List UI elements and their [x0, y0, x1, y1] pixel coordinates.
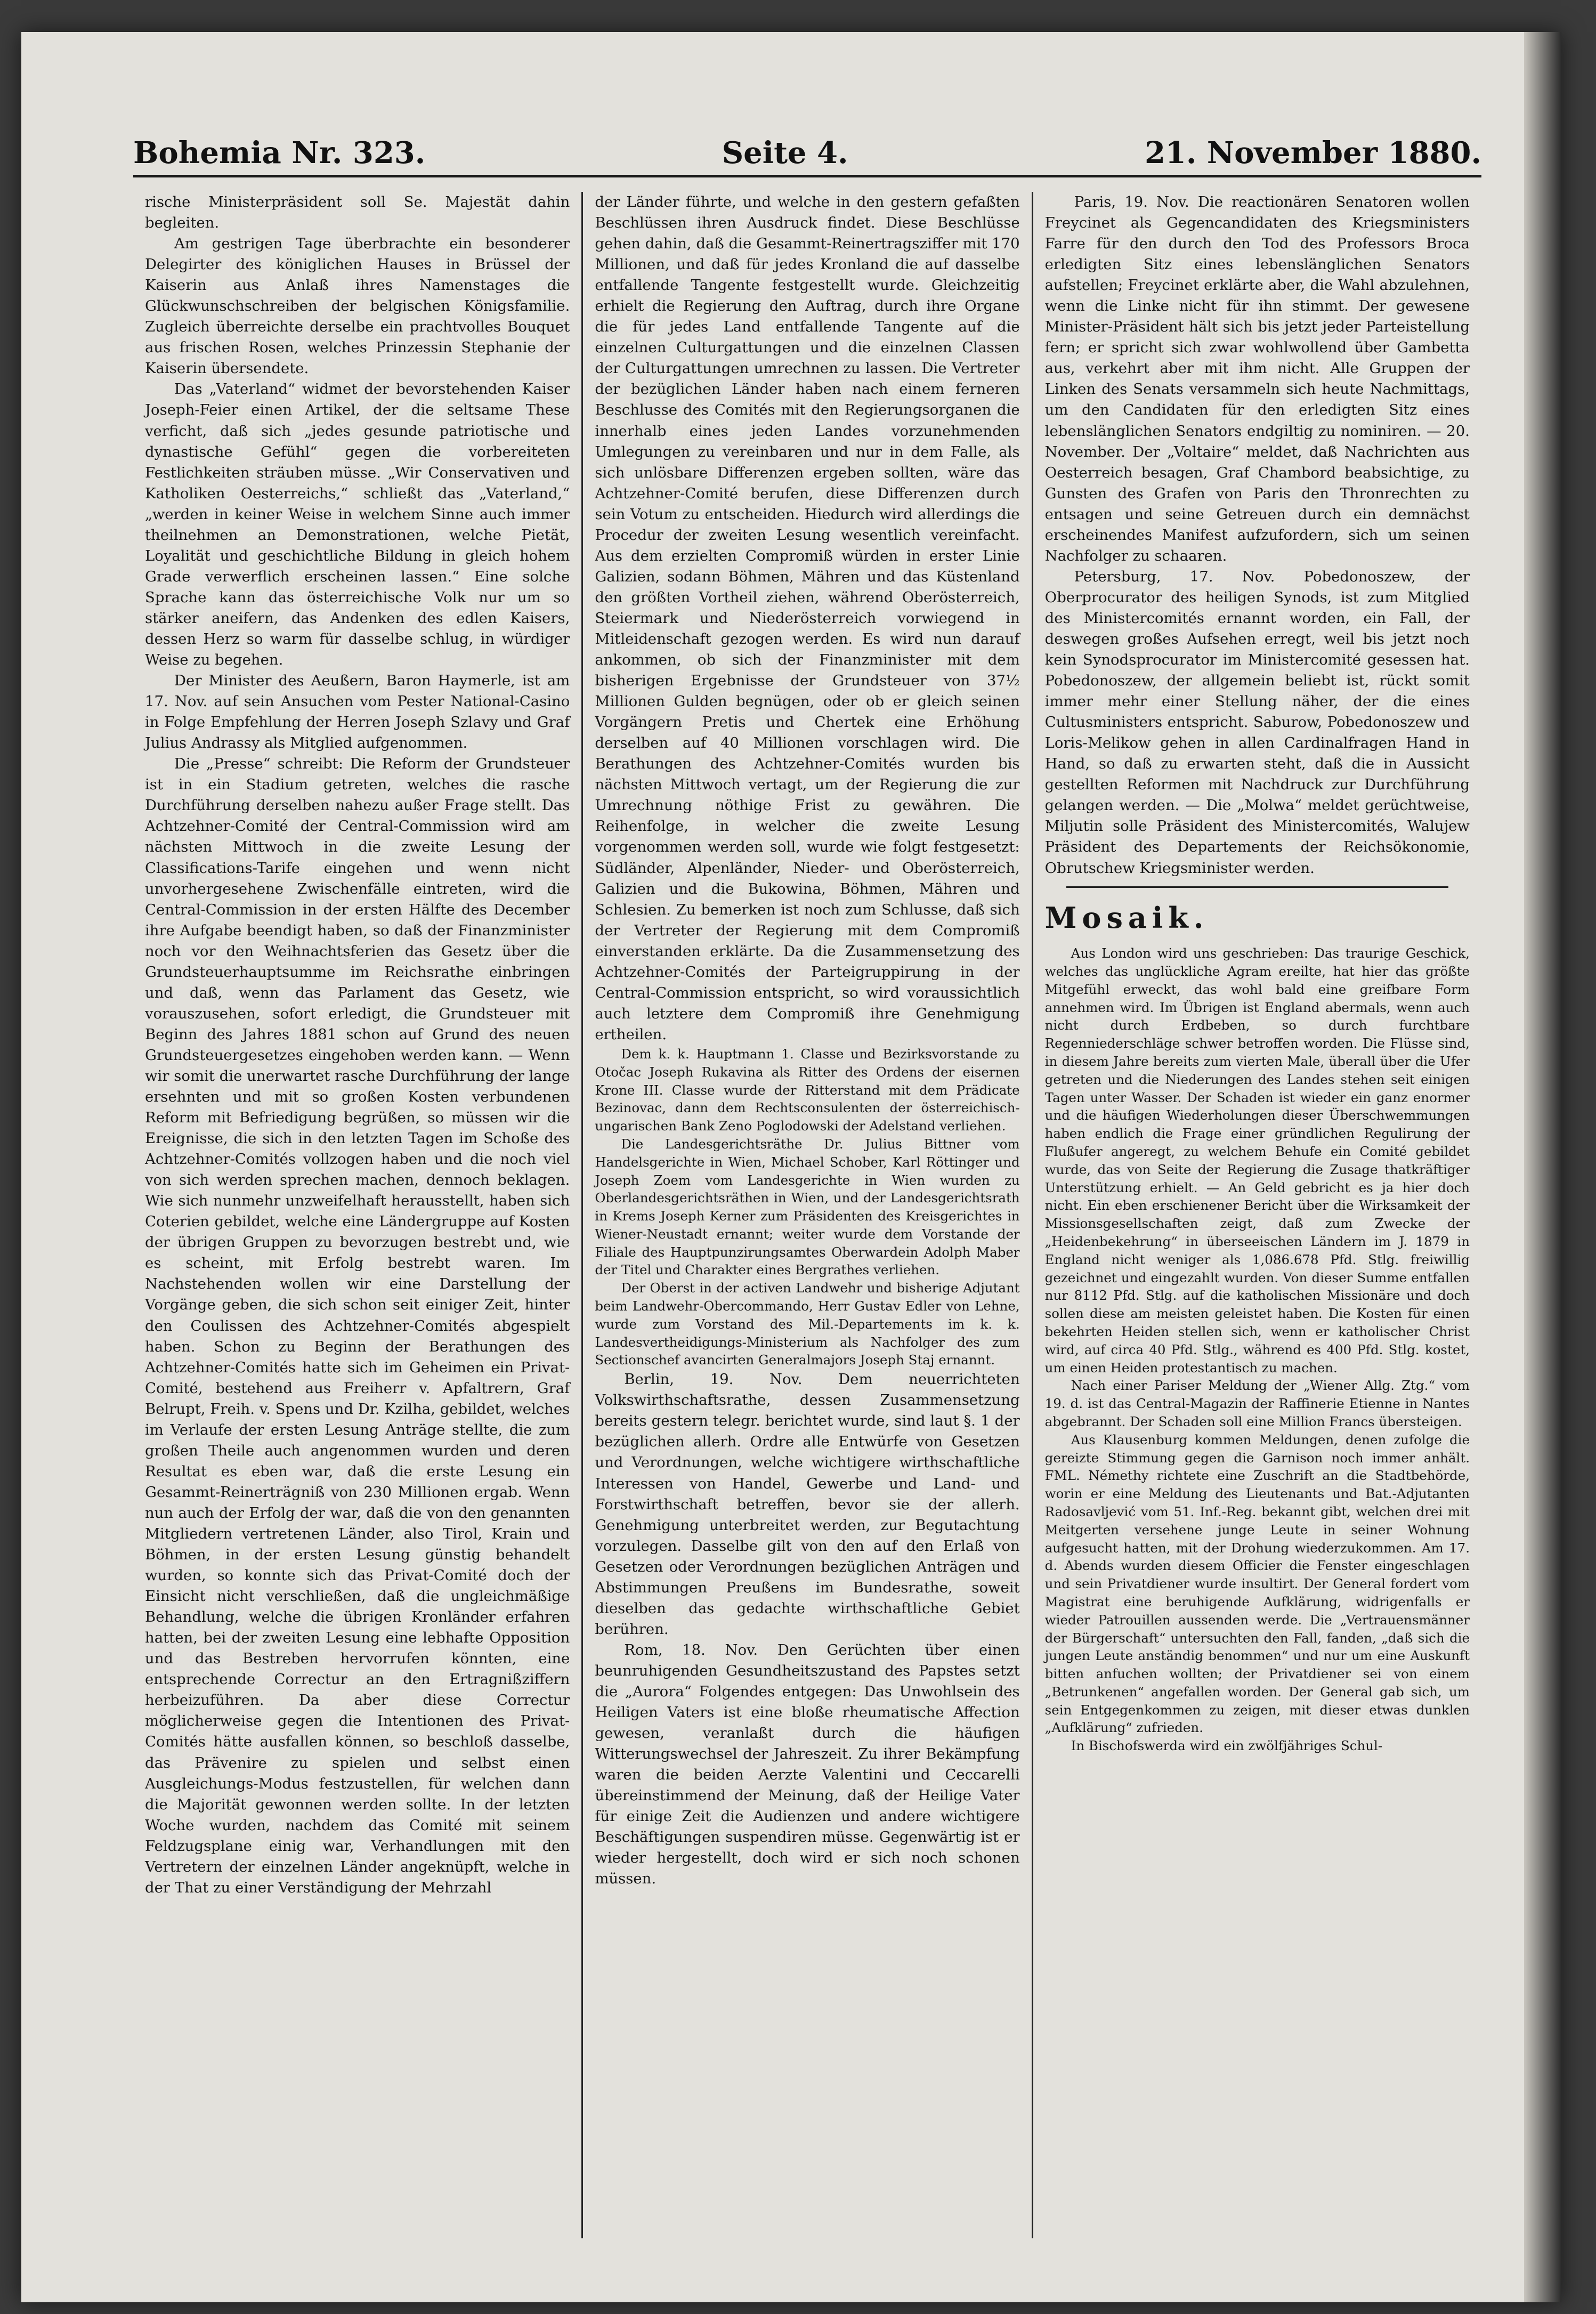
- paragraph: Der Oberst in der activen Landwehr und bisherige Adjutant beim Landwehr-Obercommando, Herr Gustav Edler von Lehne, wurde zum Vorstand des Mil.-Departements im k. k. Landesvertheidigungs-Ministerium als Nachfolger des zum Sectionschef avancirten Generalmajors Joseph Staj ernannt.: [595, 1280, 1020, 1368]
- paragraph: Rom, 18. Nov. Den Gerüchten über einen beunruhigenden Gesundheitszustand des Papstes setzt die „Aurora“ Folgendes entgegen: Das Unwohlsein des Heiligen Vaters ist eine bloße rheumatische Affection gewesen, veranlaßt durch die häufigen Witterungswechsel der Jahreszeit. Zu ihrer Bekämpfung waren die beiden Aerzte Valentini und Ceccarelli übereinstimmend der Meinung, daß der Heilige Vater für einige Zeit die Audienzen und andere wichtigere Beschäftigungen suspendiren müsse. Gegenwärtig ist er wieder hergestellt, doch wird er sich noch schonen müssen.: [595, 1641, 1020, 1888]
- paragraph: Die „Presse“ schreibt: Die Reform der Grundsteuer ist in ein Stadium getreten, welches die rasche Durchführung derselben nahezu außer Frage stellt. Das Achtzehner-Comité der Central-Commission wird am nächsten Mittwoch in die zweite Lesung der Classifications-Tarife eingehen und wenn nicht unvorhergesehene Zwischenfälle eintreten, wird die Central-Commission in der ersten Hälfte des December ihre Aufgabe beendigt haben, so daß der Finanzminister noch vor den Weihnachtsferien das Gesetz über die Grundsteuerhauptsumme im Reichsrathe einbringen und daß, wenn das Parlament das Gesetz, wie vorauszusehen, sofort erledigt, die Grundsteuer mit Beginn des Jahres 1881 schon auf Grund des neuen Grundsteuergesetzes eingehoben werden kann. — Wenn wir somit die unerwartet rasche Durchführung der lange ersehnten und mit so großen Kosten verbundenen Reform mit Befriedigung begrüßen, so müssen wir die Ereignisse, die sich in den letzten Tagen im Schoße des Achtzehner-Comités vollzogen haben und die noch viel von sich werden sprechen machen, dennoch beklagen. Wie sich nunmehr unzweifelhaft herausstellt, haben sich Coterien gebildet, welche eine Ländergruppe auf Kosten der übrigen Gruppen zu bevorzugen bestrebt und, wie es scheint, mit Erfolg bestrebt waren. Im Nachstehenden wollen wir eine Darstellung der Vorgänge geben, die sich schon seit einiger Zeit, hinter den Coulissen des Achtzehner-Comités abgespielt haben. Schon zu Beginn der Berathungen des Achtzehner-Comités hatte sich im Geheimen ein Privat-Comité, bestehend aus Freiherr v. Apfaltrern, Graf Belrupt, Freih. v. Spens und Dr. Kzilha, gebildet, welches im Verlaufe der ersten Lesung Anträge stellte, die zum großen Theile auch angenommen wurden und deren Resultat es eben war, daß die erste Lesung ein Gesammt-Reinerträgniß von 230 Millionen ergab. Wenn nun auch der Erfolg der war, daß die von den genannten Mitgliedern vertretenen Länder, also Tirol, Krain und Böhmen, in der ersten Lesung günstig behandelt wurden, so konnte sich das Privat-Comité doch der Einsicht nicht verschließen, daß die ungleichmäßige Behandlung, welche die übrigen Kronländer erfahren hatten, bei der zweiten Lesung eine lebhafte Opposition und das Bestreben hervorrufen könnten, eine entsprechende Correctur an den Ertragnißziffern herbeizuführen. Da aber diese Correctur möglicherweise gegen die Intentionen des Privat-Comités hätte ausfallen können, so beschloß dasselbe, das Prävenire zu spielen und selbst einen Ausgleichungs-Modus festzustellen, für welchen dann die Majorität gewonnen werden sollte. In der letzten Woche wurden, nachdem das Comité mit seinem Feldzugsplane einig war, Verhandlungen mit den Vertretern der einzelnen Länder angeknüpft, welche in der That zu einer Verständigung der Mehrzahl: [145, 755, 570, 1896]
- section-title-mosaik: Mosaik.: [1044, 900, 1209, 935]
- header-publication: Bohemia Nr. 323.: [133, 135, 426, 171]
- paragraph: Aus London wird uns geschrieben: Das traurige Geschick, welches das unglückliche Agram ereilte, hat hier das größte Mitgefühl erweckt, das wohl bald eine greifbare Form annehmen wird. Im Übrigen ist England abermals, wenn auch nicht durch Erdbeben, so durch furchtbare Regenniederschläge schwer betroffen worden. Die Flüsse sind, in diesem Jahre bereits zum vierten Male, überall über die Ufer getreten und die Niederungen des Landes stehen seit einigen Tagen unter Wasser. Der Schaden ist wieder ein ganz enormer und die häufigen Wiederholungen dieser Überschwemmungen haben endlich die Frage einer gründlichen Regulirung der Flußufer angeregt, zu welchem Behufe ein Comité gebildet wurde, das von Seite der Regierung die Zusage thatkräftiger Unterstützung erhielt. — An Geld gebricht es ja hier doch nicht. Ein eben erschienener Bericht über die Wirksamkeit der Missionsgesellschaften zeigt, daß zum Zwecke der „Heidenbekehrung“ in überseeischen Ländern im J. 1879 in England nicht weniger als 1,086.678 Pfd. Stlg. freiwillig gezeichnet und eingezahlt wurden. Von dieser Summe entfallen nur 8112 Pfd. Stlg. auf die katholischen Missionäre und doch sollen diese am meisten geleistet haben. Die Kosten für einen bekehrten Heiden stellen sich, wenn er katholischer Christ wird, auf circa 40 Pfd. Stlg., während es 400 Pfd. Stlg. kostet, um einen Heiden protestantisch zu machen.: [1044, 945, 1470, 1376]
- header-date: 21. November 1880.: [1144, 135, 1481, 171]
- column-3: [1032, 192, 1481, 2238]
- paragraph: Nach einer Pariser Meldung der „Wiener Allg. Ztg.“ vom 19. d. ist das Central-Magazin der Raffinerie Etienne in Nantes abgebrannt. Der Schaden soll eine Million Francs übersteigen.: [1044, 1378, 1470, 1429]
- paragraph: Die Landesgerichtsräthe Dr. Julius Bittner vom Handelsgerichte in Wien, Michael Schober, Karl Röttinger und Joseph Zoem vom Landesgerichte in Wien wurden zu Oberlandesgerichtsräthen in Wien, und der Landesgerichtsrath in Krems Joseph Kerner zum Präsidenten des Kreisgerichtes in Wiener-Neustadt ernannt; weiter wurde dem Vorstande der Filiale des Hauptpunzirungsamtes Oberwardein Adolph Maber der Titel und Charakter eines Bergrathes verliehen.: [595, 1136, 1020, 1278]
- page-header: [133, 123, 1481, 177]
- page-edge-shadow: [1524, 32, 1561, 2302]
- paragraph: Das „Vaterland“ widmet der bevorstehenden Kaiser Joseph-Feier einen Artikel, der die seltsame These verficht, daß sich „jedes gesunde patriotische und dynastische Gefühl“ gegen die vorbereiteten Festlichkeiten sträuben müsse. „Wir Conservativen und Katholiken Oesterreichs,“ schließt das „Vaterland,“ „werden in keiner Weise in welchem Sinne auch immer theilnehmen an Demonstrationen, welche Pietät, Loyalität und geschichtliche Bildung in gleich hohem Grade verwerflich erscheinen lassen.“ Eine solche Sprache kann das österreichische Volk nur um so stärker aneifern, das Andenken des edlen Kaisers, dessen Herz so warm für dasselbe schlug, in würdiger Weise zu begehen.: [145, 381, 570, 669]
- paragraph: Berlin, 19. Nov. Dem neuerrichteten Volkswirthschaftsrathe, dessen Zusammensetzung bereits gestern telegr. berichtet wurde, sind laut §. 1 der bezüglichen allerh. Ordre alle Entwürfe von Gesetzen und Verordnungen, welche wichtigere wirthschaftliche Interessen von Handel, Gewerbe und Land- und Forstwirthschaft betreffen, bevor sie der allerh. Genehmigung unterbreitet werden, zur Begutachtung vorzulegen. Dasselbe gilt von den auf den Erlaß von Gesetzen oder Verordnungen bezüglichen Anträgen und Abstimmungen Preußens im Bundesrathe, soweit dieselben das gedachte wirthschaftliche Gebiet berühren.: [595, 1371, 1020, 1638]
- column-2: [581, 192, 1031, 2238]
- header-page-number: Seite 4.: [722, 135, 848, 171]
- paragraph: rische Ministerpräsident soll Se. Majestät dahin begleiten.: [145, 193, 570, 232]
- section-divider: [1066, 886, 1448, 888]
- newspaper-page: [21, 32, 1561, 2302]
- paragraph: der Länder führte, und welche in den gestern gefaßten Beschlüssen ihren Ausdruck findet. Diese Beschlüsse gehen dahin, daß die Gesammt-Reinertragsziffer mit 170 Millionen, und daß für jedes Kronland die auf dasselbe entfallende Tangente festgestellt wurde. Gleichzeitig erhielt die Regierung den Auftrag, durch ihre Organe die für jedes Land entfallende Tangente auf die einzelnen Culturgattungen und die einzelnen Classen der Culturgattungen umrechnen zu lassen. Die Vertreter der bezüglichen Länder haben nach einem ferneren Beschlusse des Comités mit den Regierungsorganen die innerhalb eines jeden Landes vorzunehmenden Umlegungen zu vereinbaren und nur in dem Falle, als sich unlösbare Differenzen ergeben sollten, wäre das Achtzehner-Comité berufen, diese Differenzen durch sein Votum zu entscheiden. Hiedurch wird allerdings die Procedur der zweiten Lesung wesentlich vereinfacht. Aus dem erzielten Compromiß würden in erster Linie Galizien, sodann Böhmen, Mähren und das Küstenland den größten Vortheil ziehen, während Oberösterreich, Steiermark und Niederösterreich vorwiegend in Mitleidenschaft gezogen werden. Es wird nun darauf ankommen, ob sich der Finanzminister mit dem bisherigen Ergebnisse der Grundsteuer von 37½ Millionen Gulden begnügen, oder ob er gleich seinen Vorgängern Pretis und Chertek eine Erhöhung derselben auf 40 Millionen vorschlagen wird. Die Berathungen des Achtzehner-Comités wurden bis nächsten Mittwoch vertagt, um der Regierung die zur Umrechnung nöthige Frist zu gewähren. Die Reihenfolge, in welcher die zweite Lesung vorgenommen werden soll, wurde wie folgt festgesetzt: Südländer, Alpenländer, Nieder- und Oberösterreich, Galizien und die Bukowina, Böhmen, Mähren und Schlesien. Zu bemerken ist noch zum Schlusse, daß sich der Vertreter der Regierung mit dem Compromiß einverstanden erklärte. Da die Zusammensetzung des Achtzehner-Comités der Parteigruppirung in der Central-Commission entspricht, so wird voraussichtlich auch letztere dem Compromiß ihre Genehmigung ertheilen.: [595, 193, 1020, 1043]
- paragraph: Paris, 19. Nov. Die reactionären Senatoren wollen Freycinet als Gegencandidaten des Kriegsministers Farre für den durch den Tod des Professors Broca erledigten Sitz eines lebenslänglichen Senators aufstellen; Freycinet erklärte aber, die Wahl abzulehnen, wenn die Linke nicht für ihn stimmt. Der gewesene Minister-Präsident hält sich bis jetzt jeder Parteistellung fern; er spricht sich zwar wohlwollend über Gambetta aus, verkehrt aber mit ihm nicht. Alle Gruppen der Linken des Senats versammeln sich heute Nachmittags, um den Candidaten für den erledigten Sitz eines lebenslänglichen Senators endgiltig zu nominiren. — 20. November. Der „Voltaire“ meldet, daß Nachrichten aus Oesterreich besagen, Graf Chambord beabsichtige, zu Gunsten des Grafen von Paris den Thronrechten zu entsagen und seine Getreuen durch ein demnächst erscheinendes Manifest aufzufordern, sich um seinen Nachfolger zu schaaren.: [1044, 193, 1470, 564]
- paragraph: In Bischofswerda wird ein zwölfjähriges Schul-: [1071, 1738, 1383, 1754]
- text-columns: [133, 192, 1481, 2238]
- paragraph: Der Minister des Aeußern, Baron Haymerle, ist am 17. Nov. auf sein Ansuchen vom Pester National-Casino in Folge Empfehlung der Herren Joseph Szlavy und Graf Julius Andrassy als Mitglied aufgenommen.: [145, 672, 570, 752]
- paragraph: Am gestrigen Tage überbrachte ein besonderer Delegirter des königlichen Hauses in Brüssel der Kaiserin aus Anlaß ihres Namenstages die Glückwunschschreiben der belgischen Königsfamilie. Zugleich überreichte derselbe ein prachtvolles Bouquet aus frischen Rosen, welches Prinzessin Stephanie der Kaiserin übersendete.: [145, 235, 570, 377]
- paragraph: Aus Klausenburg kommen Meldungen, denen zufolge die gereizte Stimmung gegen die Garnison noch immer anhält. FML. Némethy richtete eine Zuschrift an die Stadtbehörde, worin er eine Meldung des Lieutenants und Bat.-Adjutanten Radosavljević vom 51. Inf.-Reg. bekannt gibt, welchen drei mit Meitgerten versehene junge Leute in seiner Wohnung aufgesucht hatten, mit der Drohung wiederzukommen. Am 17. d. Abends wurden diesem Officier die Fenster eingeschlagen und sein Privatdiener wurde insultirt. Der General fordert vom Magistrat eine beruhigende Aufklärung, widrigenfalls er wieder Patrouillen aussenden werde. Die „Vertrauensmänner der Bürgerschaft“ untersuchten den Fall, fanden, „daß sich die jungen Leute anständig benommen“ und nur um eine Auskunft bitten anfuchen wollten; der Privatdiener sei von einem „Betrunkenen“ angefallen worden. Der General gab sich, um sein Entgegenkommen zu zeigen, mit dieser etwas dunklen „Aufklärung“ zufrieden.: [1044, 1431, 1470, 1736]
- paragraph: Dem k. k. Hauptmann 1. Classe und Bezirksvorstande zu Otočac Joseph Rukavina als Ritter des Ordens der eisernen Krone III. Classe wurde der Ritterstand mit dem Prädicate Bezinovac, dann dem Rechtsconsulenten der österreichisch-ungarischen Bank Zeno Poglodowski der Adelstand verliehen.: [595, 1046, 1020, 1134]
- paragraph: Petersburg, 17. Nov. Pobedonoszew, der Oberprocurator des heiligen Synods, ist zum Mitglied des Ministercomités ernannt worden, ein Fall, der deswegen großes Aufsehen erregt, weil bis jetzt noch kein Synodsprocurator im Ministercomité gesessen hat. Pobedonoszew, der allgemein beliebt ist, rückt somit immer mehr einer Stellung näher, der die eines Cultusministers entspricht. Saburow, Pobedonoszew und Loris-Melikow gehen in allen Cardinalfragen Hand in Hand, so daß zu erwarten steht, daß die in Aussicht gestellten Reformen mit Nachdruck zur Durchführung gelangen werden. — Die „Molwa“ meldet gerüchtweise, Miljutin solle Präsident des Ministercomités, Walujew Präsident des Departements der Reichsökonomie, Obrutschew Kriegsminister werden.: [1044, 568, 1470, 877]
- column-1: [133, 192, 581, 2238]
